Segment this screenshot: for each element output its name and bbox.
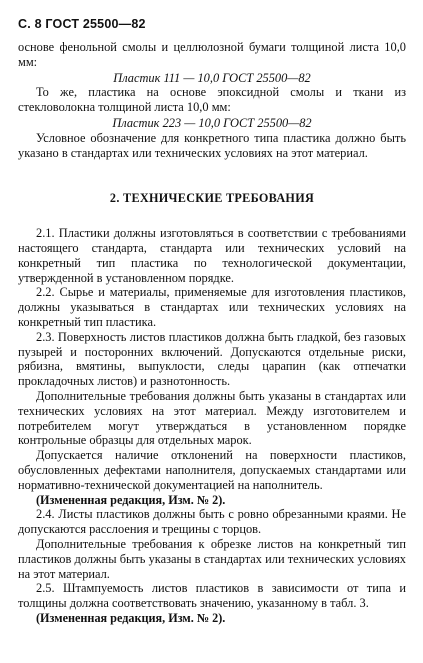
clause-2-4-additional: Дополнительные требования к обрезке листов на конкретный тип пластиков должны быть указаны в стандартах или технических условиях на этот материал. [18, 536, 406, 581]
amendment-note-2: (Измененная редакция, Изм. № 2). [36, 610, 226, 625]
clause-2-2: 2.2. Сырье и материалы, применяемые для изготовления пластиков, должны указываться в стандартах или технических условиях на конкретный тип пластика. [18, 285, 406, 329]
clause-2-1: 2.1. Пластики должны изготовляться в соответствии с требованиями настоящего стандарта, стандарта или технических условий на конкретный тип пластика по технологической документации, утвержденной в установленном порядке. [18, 226, 406, 285]
section-title: 2. ТЕХНИЧЕСКИЕ ТРЕБОВАНИЯ [109, 191, 315, 206]
designation-example-1: Пластик 111 — 10,0 ГОСТ 25500—82 [113, 70, 311, 85]
designation-example-2: Пластик 223 — 10,0 ГОСТ 25500—82 [112, 115, 312, 130]
clause-2-3: 2.3. Поверхность листов пластиков должна быть гладкой, без газовых пузырей и посторонних включений. Допускаются отдельные риски, рябизна, вмятины, выпуклости, следы царапин (как отпечатки прокладочных листов) и разнотонность. [18, 329, 406, 389]
page-header: С. 8 ГОСТ 25500—82 [18, 17, 146, 31]
intro-paragraph-3: Условное обозначение для конкретного типа пластика должно быть указано в стандартах или технических условиях на этот материал. [18, 130, 406, 160]
intro-paragraph-2: То же, пластика на основе эпоксидной смолы и ткани из стекловолокна толщиной листа 10,0 мм: [18, 85, 406, 115]
intro-paragraph-1: основе фенольной смолы и целлюлозной бумаги толщиной листа 10,0 мм: [18, 40, 406, 69]
clause-2-3-additional: Дополнительные требования должны быть указаны в стандартах или технических условиях на этот материал. Между изготовителем и потребителем могут утверждаться в установленном порядке контрольные образцы для отдельных марок. [18, 388, 406, 448]
amendment-note-1: (Измененная редакция, Изм. № 2). [36, 492, 226, 507]
clause-2-3-deviations: Допускается наличие отклонений на поверхности пластиков, обусловленных дефектами наполнителя, допускаемых стандартами или нормативно-технической документацией на наполнитель. [18, 448, 406, 492]
clause-2-4: 2.4. Листы пластиков должны быть с ровно обрезанными краями. Не допускаются расслоения и трещины с торцов. [18, 507, 406, 537]
page-content [18, 40, 406, 626]
clause-2-5: 2.5. Штампуемость листов пластиков в зависимости от типа и толщины должна соответствовать значению, указанному в табл. 3. [18, 581, 406, 611]
